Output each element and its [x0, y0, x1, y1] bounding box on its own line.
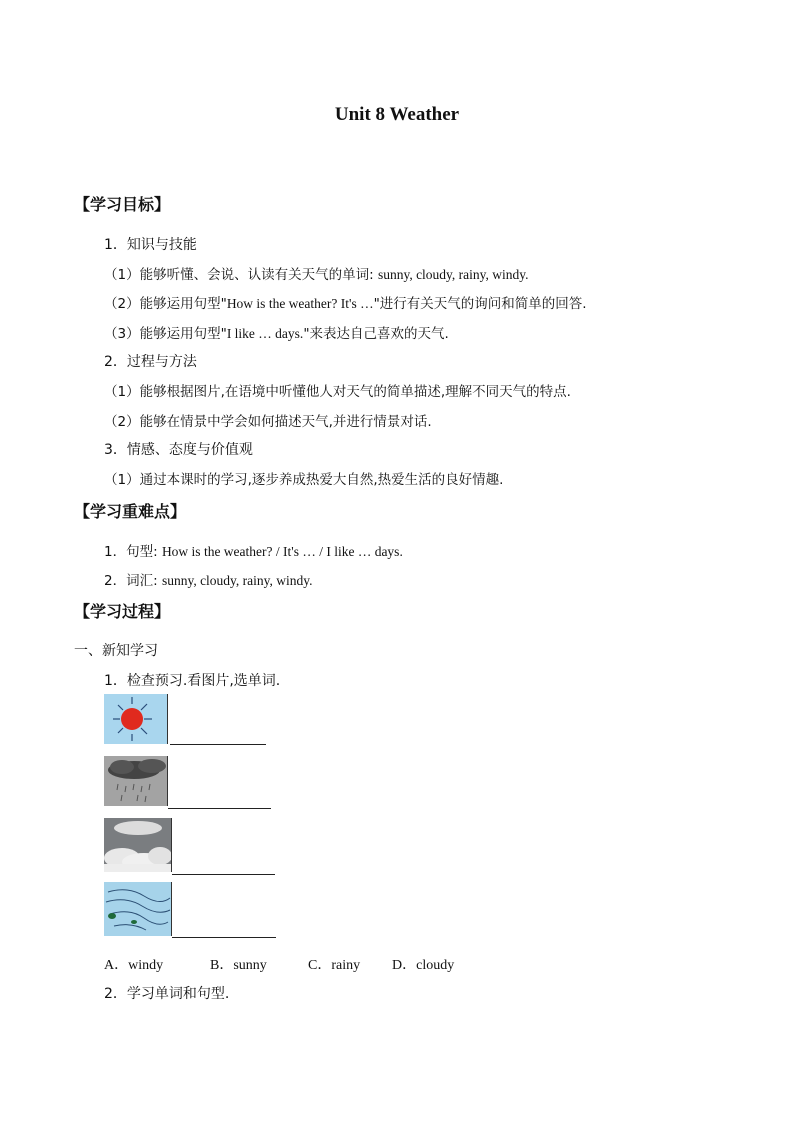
key-point-line-1-en: How is the weather? / It's … / I like … days.	[161, 544, 403, 559]
page-title: Unit 8 Weather	[334, 104, 460, 125]
rain-cloud-picture	[104, 756, 168, 806]
option-d[interactable]: D．cloudy	[392, 958, 455, 973]
answer-blank-2[interactable]	[168, 808, 271, 809]
section-heading-process: 【学习过程】	[74, 602, 171, 621]
goal-1-line-2-cn2: "进行有关天气的询问和简单的回答.	[373, 296, 587, 312]
sun-picture	[104, 694, 168, 744]
cloud-icon	[104, 818, 172, 872]
goal-1-line-2-en: How is the weather? It's …	[226, 296, 374, 311]
goal-1-line-1	[104, 263, 529, 283]
key-point-line-2-en: sunny, cloudy, rainy, windy.	[161, 573, 313, 588]
goal-2-line-1: （1）能够根据图片,在语境中听懂他人对天气的简单描述,理解不同天气的特点.	[104, 384, 571, 400]
key-point-line-1-cn: 1．句型:	[104, 544, 162, 560]
goal-1-line-1-en: sunny, cloudy, rainy, windy.	[377, 267, 529, 282]
goal-1-line-1-cn: （1）能够听懂、会说、认读有关天气的单词:	[104, 267, 378, 283]
goal-item-1-label: 1．知识与技能	[104, 237, 197, 253]
goal-2-line-2: （2）能够在情景中学会如何描述天气,并进行情景对话.	[104, 414, 432, 430]
key-point-line-2	[104, 569, 313, 589]
option-c[interactable]: C．rainy	[308, 958, 361, 973]
goal-item-2-label: 2．过程与方法	[104, 354, 197, 370]
wind-picture	[104, 882, 172, 936]
sun-icon	[104, 694, 168, 744]
goal-1-line-2	[104, 292, 587, 312]
option-a[interactable]: A．windy	[104, 958, 164, 973]
goal-item-3-label: 3．情感、态度与价值观	[104, 442, 253, 458]
goal-1-line-3-en: I like … days.	[226, 326, 304, 341]
process-step-1: 1．检查预习.看图片,选单词.	[104, 673, 281, 689]
goal-1-line-3-cn2: "来表达自己喜欢的天气.	[303, 326, 449, 342]
goal-1-line-2-cn1: （2）能够运用句型"	[104, 296, 227, 312]
key-point-line-2-cn: 2．词汇:	[104, 573, 162, 589]
rain-cloud-icon	[104, 756, 168, 806]
section-heading-goals: 【学习目标】	[74, 195, 171, 214]
answer-blank-3[interactable]	[172, 874, 275, 875]
goal-3-line-1: （1）通过本课时的学习,逐步养成热爱大自然,热爱生活的良好情趣.	[104, 472, 504, 488]
wind-icon	[104, 882, 172, 936]
section-heading-key-points: 【学习重难点】	[74, 502, 187, 521]
answer-blank-1[interactable]	[170, 744, 266, 745]
cloudy-picture	[104, 818, 172, 872]
answer-blank-4[interactable]	[172, 937, 276, 938]
answer-options	[104, 954, 454, 974]
process-step-2: 2．学习单词和句型.	[104, 986, 230, 1002]
goal-1-line-3-cn1: （3）能够运用句型"	[104, 326, 227, 342]
key-point-line-1	[104, 540, 403, 560]
goal-1-line-3	[104, 322, 449, 342]
option-b[interactable]: B．sunny	[210, 958, 267, 973]
process-part-1: 一、新知学习	[74, 643, 158, 659]
